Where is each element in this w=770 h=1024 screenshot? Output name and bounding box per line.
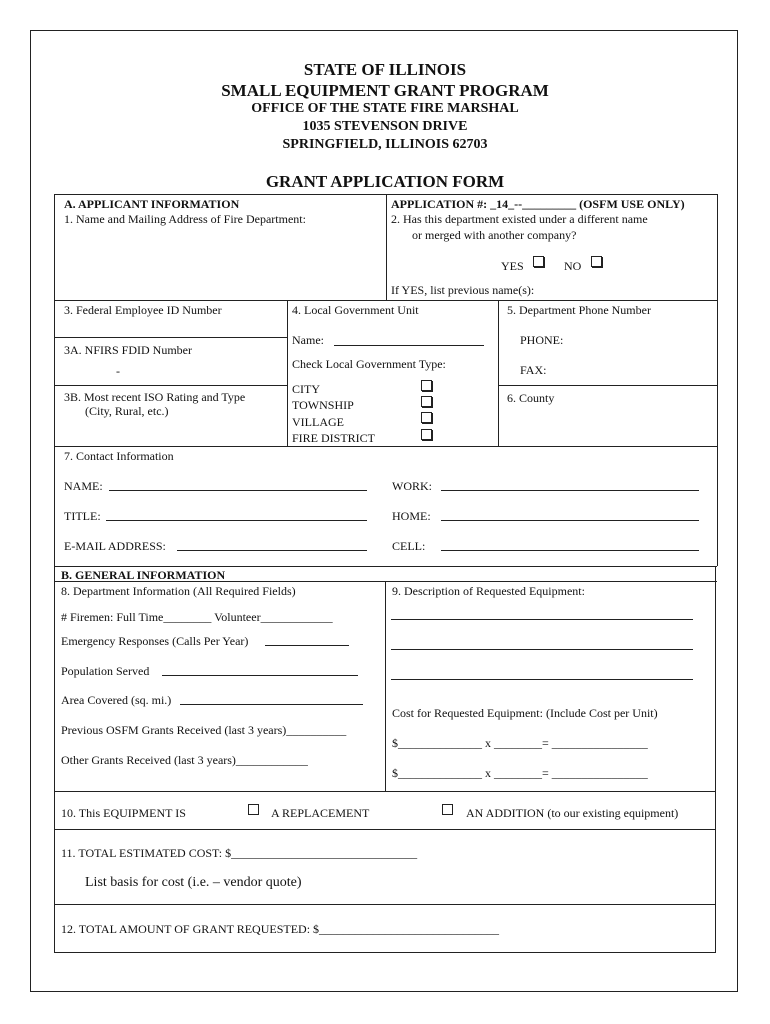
item7-label: 7. Contact Information: [64, 449, 174, 463]
contact-home-label: HOME:: [392, 509, 431, 523]
prev-grants-field[interactable]: Previous OSFM Grants Received (last 3 years)__________: [61, 723, 347, 737]
addition-label: AN ADDITION (to our existing equipment): [466, 806, 679, 820]
city-checkbox[interactable]: [421, 380, 432, 391]
yes-checkbox[interactable]: [533, 256, 544, 267]
village-checkbox[interactable]: [421, 412, 432, 423]
item4-label: 4. Local Government Unit: [292, 303, 419, 317]
item3-label: 3. Federal Employee ID Number: [64, 303, 222, 317]
gov-type-township: TOWNSHIP: [292, 398, 354, 412]
gov-type-village: VILLAGE: [292, 415, 344, 429]
section-b-title: B. GENERAL INFORMATION: [61, 568, 226, 582]
header-program: SMALL EQUIPMENT GRANT PROGRAM: [221, 81, 549, 100]
emergency-field[interactable]: [265, 645, 349, 646]
phone-label: PHONE:: [520, 333, 564, 347]
item2-label: 2. Has this department existed under a different name: [391, 212, 648, 226]
replacement-label: A REPLACEMENT: [271, 806, 370, 820]
addition-checkbox[interactable]: [442, 804, 453, 815]
contact-title-label: TITLE:: [64, 509, 101, 523]
cost-line-2[interactable]: $______________ x ________= ________________: [392, 766, 648, 780]
contact-home-field[interactable]: [441, 520, 699, 521]
cost-label: Cost for Requested Equipment: (Include Cost per Unit): [392, 706, 658, 720]
header-state: STATE OF ILLINOIS: [303, 60, 467, 79]
firemen-field[interactable]: # Firemen: Full Time________ Volunteer____________: [61, 610, 333, 624]
item3a-dash: -: [116, 364, 120, 378]
item3a-label: 3A. NFIRS FDID Number: [64, 343, 193, 357]
equipment-line-3[interactable]: [391, 679, 693, 680]
item1-label: 1. Name and Mailing Address of Fire Department:: [64, 212, 306, 226]
area-field[interactable]: [180, 704, 363, 705]
contact-name-field[interactable]: [109, 490, 367, 491]
no-checkbox[interactable]: [591, 256, 602, 267]
other-grants-field[interactable]: Other Grants Received (last 3 years)____________: [61, 753, 308, 767]
area-label: Area Covered (sq. mi.): [61, 693, 172, 707]
item8-label: 8. Department Information (All Required Fields): [61, 584, 296, 598]
header-office: OFFICE OF THE STATE FIRE MARSHAL: [251, 101, 519, 116]
contact-name-label: NAME:: [64, 479, 103, 493]
equipment-line-2[interactable]: [391, 649, 693, 650]
contact-email-field[interactable]: [177, 550, 367, 551]
header-city: SPRINGFIELD, ILLINOIS 62703: [282, 137, 488, 152]
gov-name-label: Name:: [292, 333, 324, 347]
contact-email-label: E-MAIL ADDRESS:: [64, 539, 166, 553]
contact-title-field[interactable]: [106, 520, 367, 521]
cost-line-1[interactable]: $______________ x ________= ________________: [392, 736, 648, 750]
contact-work-label: WORK:: [392, 479, 432, 493]
yes-label: YES: [501, 259, 524, 273]
emergency-label: Emergency Responses (Calls Per Year): [61, 634, 249, 648]
header-street: 1035 STEVENSON DRIVE: [302, 119, 468, 134]
township-checkbox[interactable]: [421, 396, 432, 407]
item3b-label: 3B. Most recent ISO Rating and Type: [64, 390, 246, 404]
fax-label: FAX:: [520, 363, 547, 377]
item2-label-cont: or merged with another company?: [412, 228, 577, 242]
item5-label: 5. Department Phone Number: [507, 303, 651, 317]
item11-label[interactable]: 11. TOTAL ESTIMATED COST: $_______________________________: [61, 846, 418, 860]
contact-cell-field[interactable]: [441, 550, 699, 551]
item10-label: 10. This EQUIPMENT IS: [61, 806, 186, 820]
replacement-checkbox[interactable]: [248, 804, 259, 815]
contact-cell-label: CELL:: [392, 539, 426, 553]
item3b-label-cont: (City, Rural, etc.): [85, 404, 169, 418]
check-type-label: Check Local Government Type:: [292, 357, 446, 371]
population-field[interactable]: [162, 675, 358, 676]
gov-type-city: CITY: [292, 382, 320, 396]
cost-basis-label: List basis for cost (i.e. – vendor quote): [85, 875, 302, 890]
gov-name-field[interactable]: [334, 345, 484, 346]
if-yes-label: If YES, list previous name(s):: [391, 283, 535, 297]
item6-label: 6. County: [507, 391, 555, 405]
item9-label: 9. Description of Requested Equipment:: [392, 584, 585, 598]
no-label: NO: [564, 259, 582, 273]
population-label: Population Served: [61, 664, 150, 678]
section-a-title: A. APPLICANT INFORMATION: [64, 197, 240, 211]
item12-label[interactable]: 12. TOTAL AMOUNT OF GRANT REQUESTED: $______________________________: [61, 922, 500, 936]
form-title: GRANT APPLICATION FORM: [265, 172, 505, 191]
gov-type-fire-district: FIRE DISTRICT: [292, 431, 376, 445]
equipment-line-1[interactable]: [391, 619, 693, 620]
application-number: APPLICATION #: _14_--_________ (OSFM USE ONLY): [391, 197, 685, 211]
fire-district-checkbox[interactable]: [421, 429, 432, 440]
contact-work-field[interactable]: [441, 490, 699, 491]
